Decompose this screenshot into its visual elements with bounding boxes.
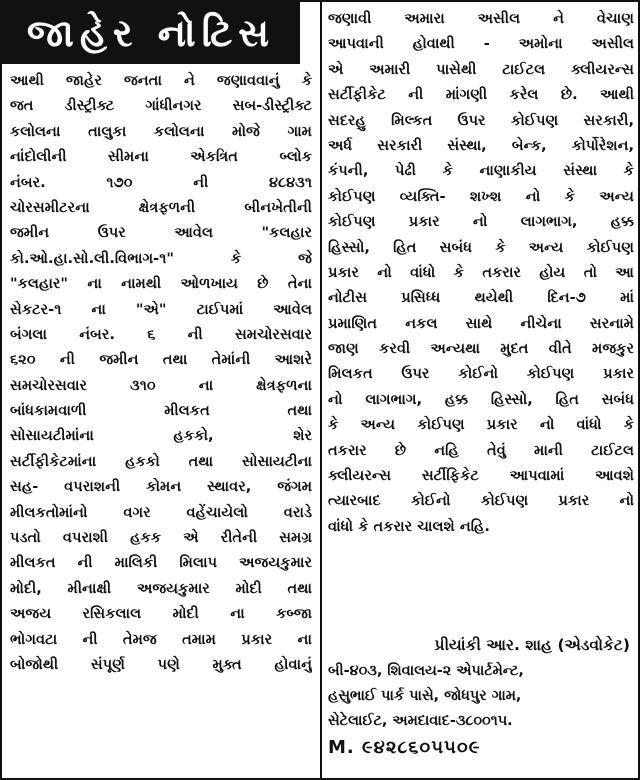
notice-text-line: જણાવી અમારા અસીલ ને વેચાણ — [328, 10, 634, 27]
notice-text-line: ચોરસમીટરના ક્ષેત્રફળની બીનખેતીની — [10, 198, 312, 216]
notice-text-line: સેકટર-૧ ના "એ" ટાઈપમાં આવેલ — [10, 300, 312, 318]
notice-text-line: સમચોરસવાર ૩૧૦ ના ક્ષેત્રફળના — [10, 376, 312, 394]
notice-title: જાહેર નોટિસ — [2, 2, 300, 64]
notice-text-line: સદરહુ મિલ્કત ઉપર કોઈપણ સરકારી, — [328, 111, 634, 129]
notice-text-line: જત ડીસ્ટ્રીક્ટ ગાંધીનગર સબ-ડીસ્ટ્રીક્ટ — [10, 97, 312, 115]
notice-right-column — [328, 6, 634, 539]
notice-text-line: મીલકત ની માલિકી મિલાપ અજયકુમાર — [10, 554, 312, 572]
address-line: બી-૪૦૩, શિવાલય-૨ એપાર્ટમેન્ટ, — [328, 663, 524, 679]
notice-text-line: ત્યારબાદ કોઈનો કોઈપણ પ્રકાર નો — [328, 492, 634, 510]
notice-text-line: નો લાગભાગ, હક્ક હિસ્સો, હિત સબંધ — [328, 390, 634, 408]
notice-text-line: કલોલના તાલુકા કલોલના મોજે ગામ — [10, 122, 312, 140]
notice-text-line: અર્ધ સરકારી સંસ્થા, બેન્ક, કોર્પોરેશન, — [328, 136, 634, 154]
notice-text-line: મીલકતોમાંનો વગર વહેંચાયેલો વરાડે — [10, 503, 312, 521]
notice-text-line: સર્ટીફીકેટમાંના હકકો તથા સોસાયટીના — [10, 452, 312, 470]
notice-text-line: બાંધકામવાળી મીલકત તથા — [10, 402, 312, 420]
notice-text-line: અજય રસિકલાલ મોદી ના કબ્જા — [10, 605, 312, 623]
notice-text-line: હિસ્સો, હિત સબંધ કે અન્ય કોઈપણ — [328, 238, 634, 256]
notice-text-line: વાંધો કે તકરાર ચાલશે નહિ. — [328, 517, 490, 535]
notice-text-line: તકરાર છે નહિ તેવું માની ટાઈટલ — [328, 441, 634, 459]
notice-text-line: ભોગવટા ની તેમજ તમામ પ્રકાર ના — [10, 630, 312, 648]
notice-text-line: આપવાની હોવાથી - અમોના અસીલ — [328, 35, 634, 53]
notice-text-line: કો.ઓ.હા.સો.લી.વિભાગ-૧" કે જે — [10, 249, 312, 267]
notice-text-line: ૬૨૦ ની જમીન તથા તેમાંની આશરે — [10, 351, 312, 369]
column-divider — [320, 2, 322, 778]
notice-text-line: સોસાયટીમાંના હકકો, શેર — [10, 427, 312, 445]
notice-text-line: ક્લીયરન્સ સર્ટીફિકેટ આપવામાં આવશે — [328, 467, 634, 485]
notice-text-line: મોદી, મીનાક્ષી અજયકુમાર મોદી તથા — [10, 579, 312, 597]
notice-left-column — [10, 68, 312, 677]
notice-text-line: પડતો વપરાશી હકક એ રીતેની સમગ્ર — [10, 529, 312, 547]
notice-text-line: આથી જાહેર જનતા ને જણાવવાનું કે — [10, 72, 312, 89]
notice-text-line: બંગલા નંબર. ૬ ની સમચોરસવાર — [10, 325, 312, 343]
notice-text-line: બોજોથી સંપૂર્ણ પણે મુક્ત હોવાનું — [10, 655, 312, 673]
notice-text-line: "કલહાર" ના નામથી ઓળખાય છે તેના — [10, 275, 312, 293]
address-line: હસુભાઈ પાર્ક પાસે, જોધપુર ગામ, — [328, 688, 522, 704]
notice-text-line: નાંદોલીની સીમના એકત્રિત બ્લોક — [10, 148, 312, 166]
notice-text-line: જાણ કરવી અન્યથા મુદત વીતે મજકુર — [328, 340, 634, 358]
notice-text-line: નોટીસ પ્રસિધ્ધ થયેથી દિન-૭ માં — [328, 289, 634, 307]
notice-text-line: સર્ટીફીકેટ ની માંગણી કરેલ છે. આથી — [328, 86, 634, 104]
phone-number: M. ૯૪૨૮૬૦૫૫૦૯ — [328, 737, 481, 758]
notice-text-line: પ્રકાર નો વાંધો કે તકરાર હોય તો આ — [328, 263, 634, 281]
notice-text-line: કોઈપણ વ્યક્તિ- શખ્શ નો કે અન્ય — [328, 187, 634, 205]
notice-text-line: જમીન ઉપર આવેલ "કલહાર — [10, 224, 312, 242]
notice-text-line: સહ- વપરાશની કોમન સ્થાવર, જંગમ — [10, 478, 312, 496]
address-line: સેટેલાઈટ, અમદાવાદ-૩૮૦૦૧૫. — [328, 713, 513, 729]
notice-text-line: એ અમારી પાસેથી ટાઈટલ ક્લીયરન્સ — [328, 60, 634, 78]
notice-text-line: કંપની, પેઢી કે નાણાકીય સંસ્થા કે — [328, 162, 634, 180]
notice-text-line: નંબર. ૧૭૦ ની ૪૮૪૩૧ — [10, 173, 312, 191]
notice-text-line: કે અન્ય કોઈપણ પ્રકાર નો વાંધો કે — [328, 416, 634, 434]
notice-text-line: પ્રમાણિત નકલ સાથે નીચેના સરનામે — [328, 314, 634, 332]
notice-text-line: કોઈપણ પ્રકાર નો લાગભાગ, હક્ક — [328, 213, 634, 231]
advocate-name: પ્રીયાંકી આર. શાહ (એડવોકેટ) — [434, 636, 630, 654]
notice-text-line: મિલકત ઉપર કોઈનો કોઈપણ પ્રકાર — [328, 365, 634, 383]
signature-block — [328, 632, 634, 762]
